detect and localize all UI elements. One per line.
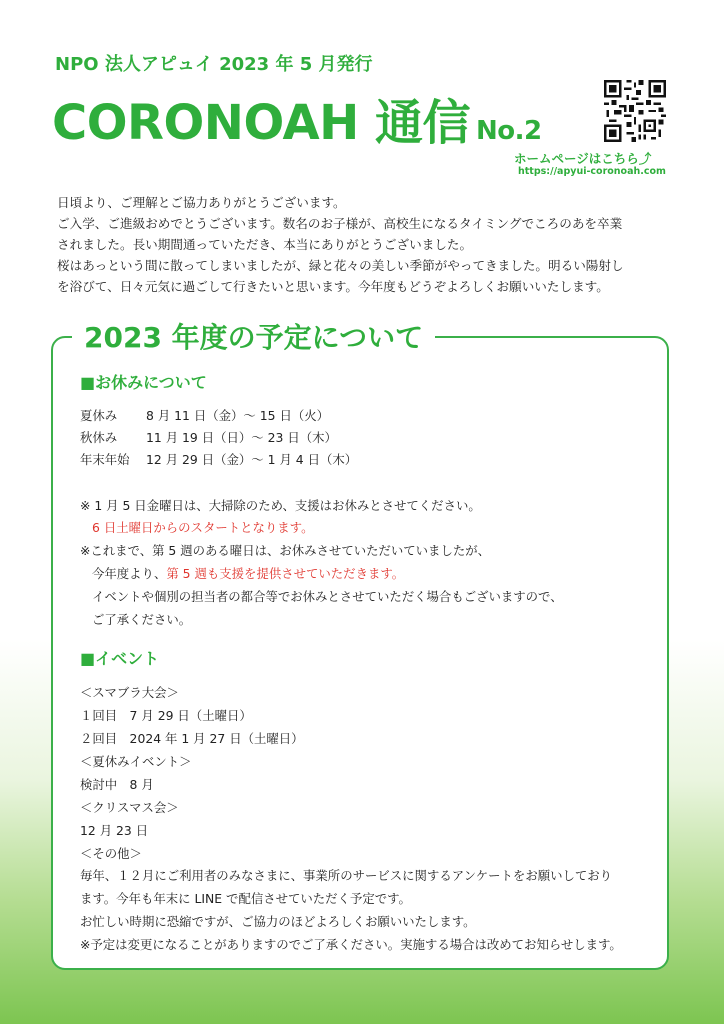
title-text: CORONOAH 通信 — [52, 95, 471, 151]
event-line: ＜その他＞ — [80, 846, 142, 861]
event-line: ２回目 2024 年 1 月 27 日（土曜日） — [80, 731, 304, 746]
holiday-row — [80, 450, 357, 468]
holiday-note — [92, 564, 404, 582]
holiday-note: ※これまで、第 5 週のある曜日は、お休みさせていただいていましたが、 — [80, 543, 491, 558]
qr-code-icon[interactable] — [604, 80, 666, 142]
event-line: ＜夏休みイベント＞ — [80, 754, 192, 769]
events-heading: ■イベント — [80, 649, 160, 668]
holiday-note: イベントや個別の担当者の都合等でお休みとさせていただく場合もございますので、 — [92, 589, 563, 604]
intro-line: 日頃より、ご理解とご協力ありがとうございます。 — [57, 195, 346, 210]
holiday-date: 12 月 29 日（金）～ 1 月 4 日（木） — [146, 452, 358, 467]
issue-number: No.2 — [476, 116, 542, 146]
intro-line: ご入学、ご進級おめでとうございます。数名のお子様が、高校生になるタイミングでころのあを卒業 — [57, 216, 623, 231]
holiday-label: 年末年始 — [80, 452, 130, 467]
event-line: 毎年、１２月にご利用者のみなさまに、事業所のサービスに関するアンケートをお願いしており — [80, 868, 613, 883]
holiday-note-highlight: 6 日土曜日からのスタートとなります。 — [92, 520, 314, 535]
holiday-note-text: 今年度より、 — [92, 566, 167, 581]
holiday-note: ご了承ください。 — [92, 612, 192, 627]
event-line: ※予定は変更になることがありますのでご了承ください。実施する場合は改めてお知らせします。 — [80, 937, 622, 952]
event-line: ＜クリスマス会＞ — [80, 800, 179, 815]
publisher-line: NPO 法人アピュイ 2023 年 5 月発行 — [55, 54, 373, 75]
intro-line: を浴びて、日々元気に過ごして行きたいと思います。今年度もどうぞよろしくお願いいたします。 — [57, 279, 609, 294]
event-line: ます。今年も年末に LINE で配信させていただく予定です。 — [80, 891, 411, 906]
homepage-link[interactable]: ホームページはこちら⤴ — [514, 151, 652, 166]
intro-line: 桜はあっという間に散ってしまいましたが、緑と花々の美しい季節がやってきました。明るい陽射し — [57, 258, 624, 273]
holiday-note-highlight: 第 5 週も支援を提供させていただきます。 — [166, 566, 405, 581]
holiday-date: 8 月 11 日（金）～ 15 日（火） — [146, 408, 330, 423]
holiday-note: ※ 1 月 5 日金曜日は、大掃除のため、支援はお休みとさせてください。 — [80, 498, 481, 513]
event-line: １回目 7 月 29 日（土曜日） — [80, 708, 252, 723]
intro-line: されました。長い期間通っていただき、本当にありがとうございました。 — [57, 237, 473, 252]
newsletter-title — [52, 84, 542, 153]
schedule-title: 2023 年度の予定について — [72, 316, 435, 356]
event-line: 検討中 8 月 — [80, 777, 154, 792]
holiday-row — [80, 406, 329, 424]
holiday-date: 11 月 19 日（日）～ 23 日（木） — [146, 430, 337, 445]
holiday-row — [80, 428, 337, 446]
holidays-heading: ■お休みについて — [80, 373, 207, 392]
event-line: ＜スマブラ大会＞ — [80, 685, 179, 700]
event-line: お忙しい時期に恐縮ですが、ご協力のほどよろしくお願いいたします。 — [80, 914, 476, 929]
homepage-url[interactable]: https://apyui-coronoah.com — [518, 166, 666, 177]
holiday-label: 秋休み — [80, 430, 118, 445]
event-line: 12 月 23 日 — [80, 823, 149, 838]
intro-text — [57, 192, 677, 297]
holiday-label: 夏休み — [80, 408, 118, 423]
